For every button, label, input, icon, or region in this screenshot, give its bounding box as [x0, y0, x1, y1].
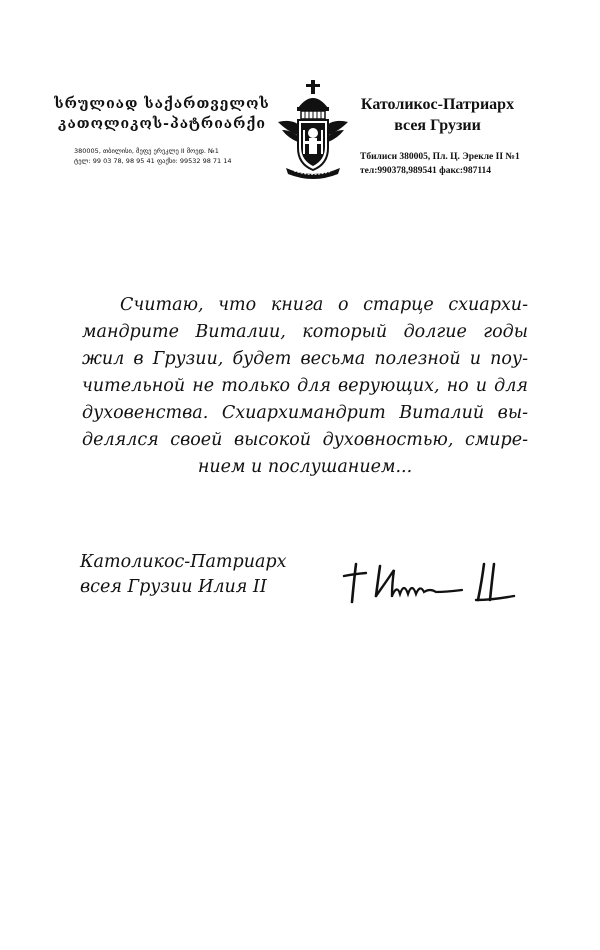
georgian-title-line1: სრულიად საქართველოს: [54, 96, 270, 112]
patriarchate-emblem-icon: [272, 78, 354, 182]
body-line: жил в Грузии, будет весьма полезной и поу-: [82, 349, 528, 369]
body-line: чительной не только для верующих, но и для: [82, 376, 528, 396]
body-line: мандрите Виталии, который долгие годы: [82, 322, 528, 342]
russian-title-line2: всея Грузии: [394, 117, 481, 134]
body-line: делялся своей высокой духовностью, смире-: [82, 430, 528, 450]
russian-title-line1: Католикос-Патриарх: [360, 96, 515, 113]
letterhead: [0, 78, 600, 188]
signature-title: Католикос-Патриарх: [80, 552, 287, 572]
russian-letterhead: [360, 94, 580, 178]
signature-block: [80, 550, 287, 600]
body-paragraph: [82, 292, 528, 481]
body-line: духовенства. Схиархимандрит Виталий вы-: [82, 403, 528, 423]
russian-phone: тел:990378,989541 факс:987114: [360, 166, 492, 176]
handwritten-signature-icon: [342, 558, 522, 608]
georgian-address: 380005, თბილისი, მეფე ერეკლე II მოედ. №1: [74, 147, 219, 155]
signature-name: всея Грузии Илия II: [80, 577, 267, 597]
body-line: нием и послушанием...: [197, 457, 413, 477]
georgian-letterhead: [52, 94, 272, 166]
russian-address: Тбилиси 380005, Пл. Ц. Эрекле II №1: [360, 152, 520, 162]
georgian-phone: ტელ: 99 03 78, 98 95 41 ფაქსი: 99532 98 71 14: [74, 157, 232, 165]
body-line: Считаю, что книга о старце схиархи-: [120, 295, 528, 315]
georgian-title-line2: კათოლიკოს-პატრიარქი: [58, 116, 266, 132]
